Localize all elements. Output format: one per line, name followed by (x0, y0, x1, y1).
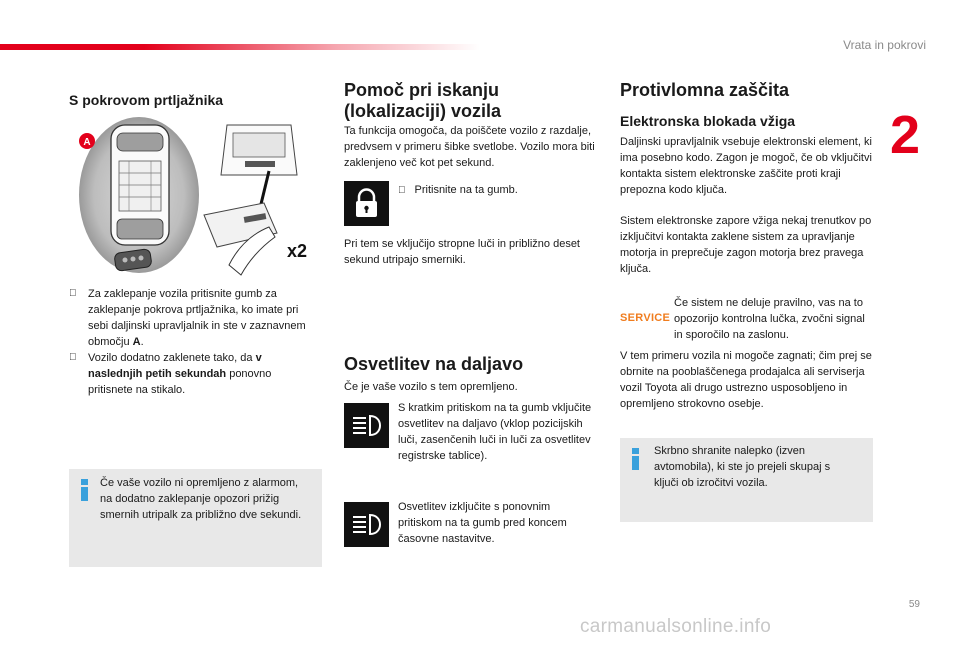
svg-text:x2: x2 (286, 241, 308, 261)
col2-intro2: Če je vaše vozilo s tem opremljeno. (344, 381, 518, 393)
svg-text:A: A (83, 137, 91, 148)
info-icon (632, 448, 640, 470)
watermark: carmanualsonline.info (580, 616, 772, 637)
col3-subheading: Elektronska blokada vžiga (620, 113, 796, 129)
bullet-item: Za zaklepanje vozila pritisnite gumb za zaklepanje pokrova prtljažnika, ko imate pri sebi daljinski upravljalnik in ste v zaznavnem območju A. (69, 286, 314, 350)
col2-item2: Osvetlitev izključite s ponovnim pritiskom na ta gumb pred koncem časovne nastavitve. (398, 501, 567, 545)
col2-heading2: Osvetlitev na daljavo (344, 354, 524, 374)
lock-button-icon (344, 181, 389, 226)
car-top-view-icon (69, 115, 314, 280)
service-warning-icon: SERVICE (620, 312, 671, 324)
info-text: Skrbno shranite nalepko (izven avtomobila), ki ste jo prejeli skupaj s ključi ob izročitvi vozila. (654, 445, 831, 489)
col2-heading: Pomoč pri iskanju (lokalizaciji) vozila (344, 80, 502, 121)
col3-para2: Sistem elektronske zapore vžiga nekaj trenutkov po izključitvi kontakta zaklene sistem za upravljanje motorja in preprečuje zagon motorja brez pravega ključa. (620, 215, 872, 275)
col2-item1: S kratkim pritiskom na ta gumb vključite osvetlitev na daljavo (vklop pozicijskih luči, zasenčenih luči in luči za osvetlitev registrske tablice). (398, 402, 592, 462)
headlamp-icon (344, 403, 389, 448)
col3-para1: Daljinski upravljalnik vsebuje elektronski element, ki ima posebno kodo. Zagon je mogoč, če ob vključitvi kontakta sistem elektronske zaščite proti kraji prepozna kodo ključa. (620, 136, 872, 196)
col3-para3: V tem primeru vozila ni mogoče zagnati; čim prej se obrnite na pooblaščenega prodajalca ali serviserja vozil Toyota ali drugo ustrezno usposobljeno in opremljeno strokovno osebje. (620, 350, 872, 410)
info-text: Če vaše vozilo ni opremljeno z alarmom, na dodatno zaklepanje opozori prižig smernih utripalk za približno dve sekundi. (100, 477, 302, 521)
headlamp-button-1 (344, 403, 389, 448)
col2-after: Pri tem se vključijo stropne luči in približno deset sekund utripajo smerniki. (344, 238, 580, 266)
bullet-item: Vozilo dodatno zaklenete tako, da v naslednjih petih sekundah ponovno pritisnete na stikalo. (69, 350, 314, 398)
headlamp-button-2 (344, 502, 389, 547)
info-box-alarm (69, 469, 322, 567)
headlamp-icon (344, 502, 389, 547)
info-box-sticker (620, 438, 873, 522)
lock-icon (344, 181, 389, 226)
col2-step: Pritisnite na ta gumb. (407, 184, 511, 196)
col1-bullet-list (69, 286, 314, 398)
chapter-number: 2 (890, 105, 921, 165)
page-number: 59 (908, 599, 920, 610)
col3-heading: Protivlomna zaščita (620, 80, 790, 100)
col3-service-text: Če sistem ne deluje pravilno, vas na to opozorijo kontrolna lučka, zvočni signal in sporočilo na zaslonu. (674, 297, 865, 341)
trunk-illustration (69, 115, 314, 280)
bullet-marker (69, 350, 77, 366)
section-title: Vrata in pokrovi (843, 38, 926, 52)
bullet-marker (69, 286, 77, 302)
col2-intro: Ta funkcija omogoča, da poiščete vozilo z razdalje, predvsem v primeru šibke svetlobe. Vozilo mora biti zaklenjeno več kot pet sekund. (344, 125, 595, 169)
header-accent-bar (0, 44, 480, 50)
col1-heading: S pokrovom prtljažnika (69, 91, 224, 108)
info-icon (81, 479, 89, 501)
